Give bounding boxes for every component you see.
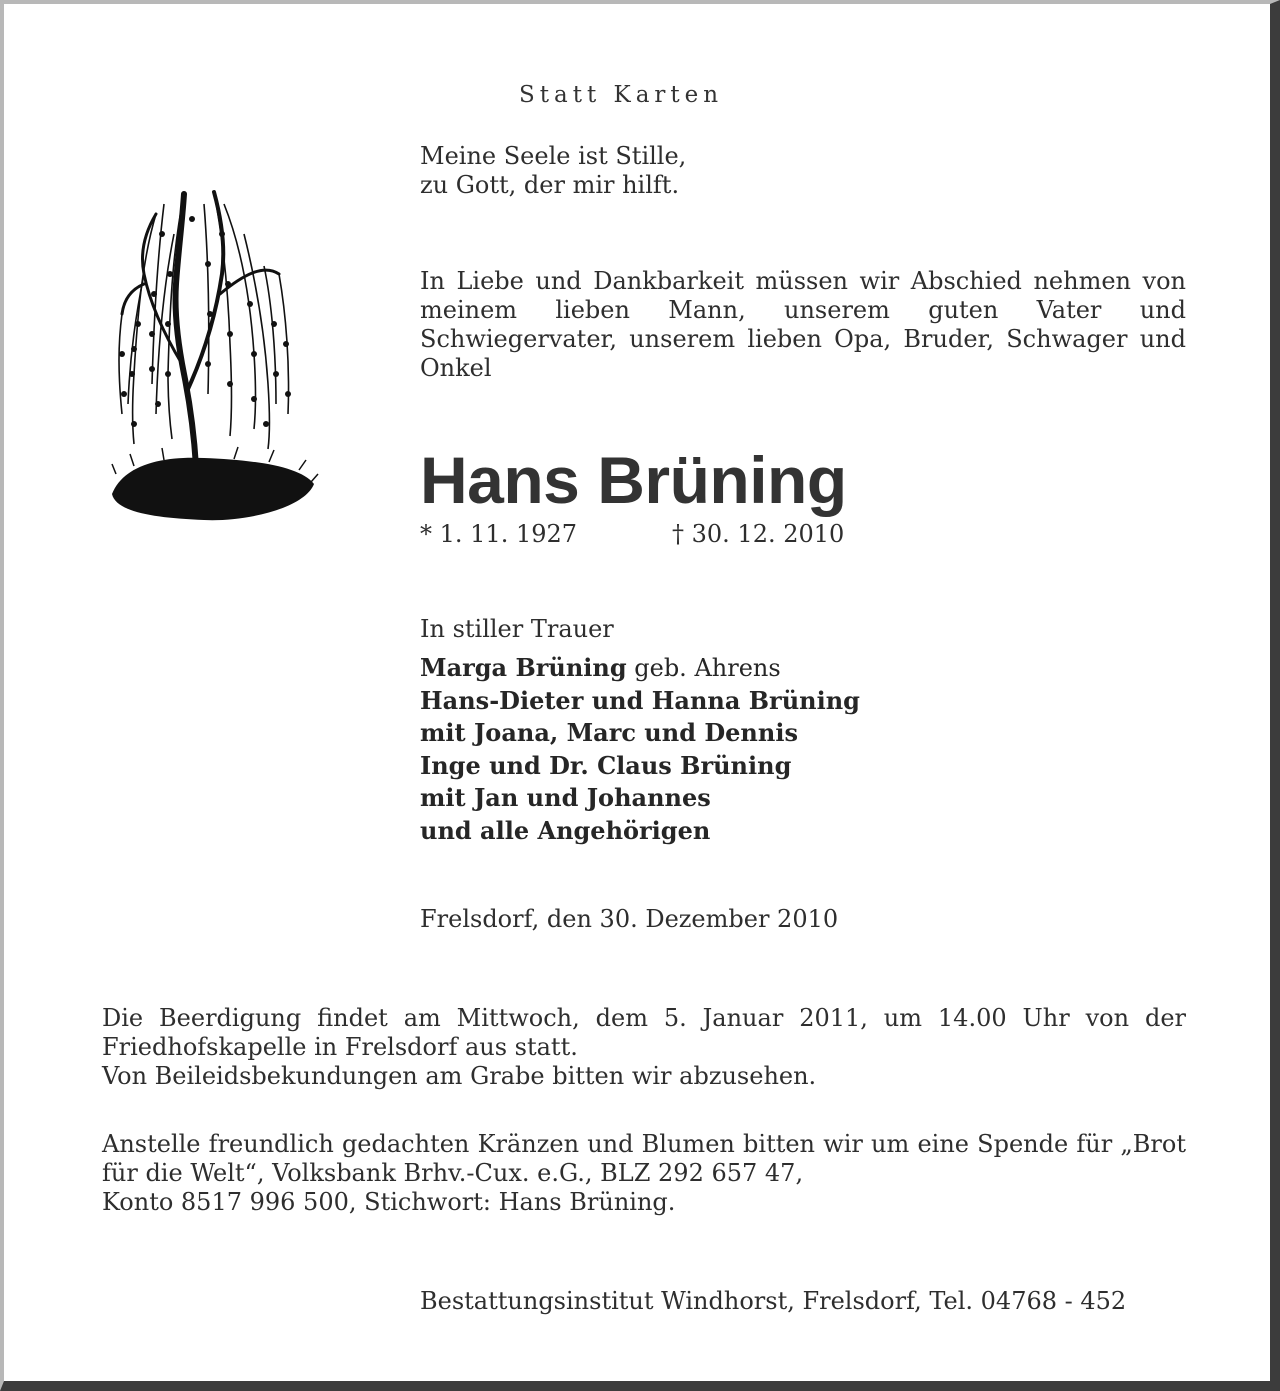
death-date: † 30. 12. 2010 — [672, 520, 845, 548]
birth-date: * 1. 11. 1927 — [420, 520, 578, 548]
donation-notice — [102, 1130, 1186, 1217]
funeral-line-1: Die Beerdigung findet am Mittwoch, dem 5. Januar 2011, um 14.00 Uhr von der Friedhofskapelle in Frelsdorf aus statt. — [102, 1004, 1186, 1061]
mourner-maiden-name: geb. Ahrens — [626, 654, 781, 682]
mourner-line: mit Joana, Marc und Dennis — [420, 718, 798, 747]
deceased-name: Hans Brüning — [420, 443, 847, 517]
donation-line-2: Konto 8517 996 500, Stichwort: Hans Brüning. — [102, 1188, 676, 1216]
donation-line-1: Anstelle freundlich gedachten Kränzen und Blumen bitten wir um eine Spende für „Brot für die Welt“, Volksbank Brhv.-Cux. e.G., BLZ 292 657 47, — [102, 1130, 1186, 1187]
mourning-label: In stiller Trauer — [420, 615, 614, 643]
verse — [420, 142, 1020, 200]
statt-karten-heading: Statt Karten — [519, 82, 724, 108]
mourner-line: und alle Angehörigen — [420, 815, 711, 845]
intro-text: In Liebe und Dankbarkeit müssen wir Abschied nehmen von meinem lieben Mann, unserem guten Vater und Schwiegervater, unserem lieben Opa, Bruder, Schwager und Onkel — [420, 267, 1186, 382]
funeral-notice — [102, 1004, 1186, 1091]
mourners-list — [420, 652, 860, 847]
funeral-line-2: Von Beileidsbekundungen am Grabe bitten wir abzusehen. — [102, 1062, 817, 1090]
place-date: Frelsdorf, den 30. Dezember 2010 — [420, 905, 839, 933]
verse-line-2: zu Gott, der mir hilft. — [420, 171, 680, 199]
undertaker-info: Bestattungsinstitut Windhorst, Frelsdorf, Tel. 04768 - 452 — [420, 1287, 1127, 1315]
weeping-willow-icon — [104, 174, 319, 534]
mourner-line: Inge und Dr. Claus Brüning — [420, 750, 792, 780]
verse-line-1: Meine Seele ist Stille, — [420, 142, 687, 170]
mourner-line — [420, 652, 860, 685]
mourner-line: Hans-Dieter und Hanna Brüning — [420, 685, 860, 715]
mourner-name: Marga Brüning — [420, 653, 627, 682]
mourner-line: mit Jan und Johannes — [420, 783, 711, 812]
